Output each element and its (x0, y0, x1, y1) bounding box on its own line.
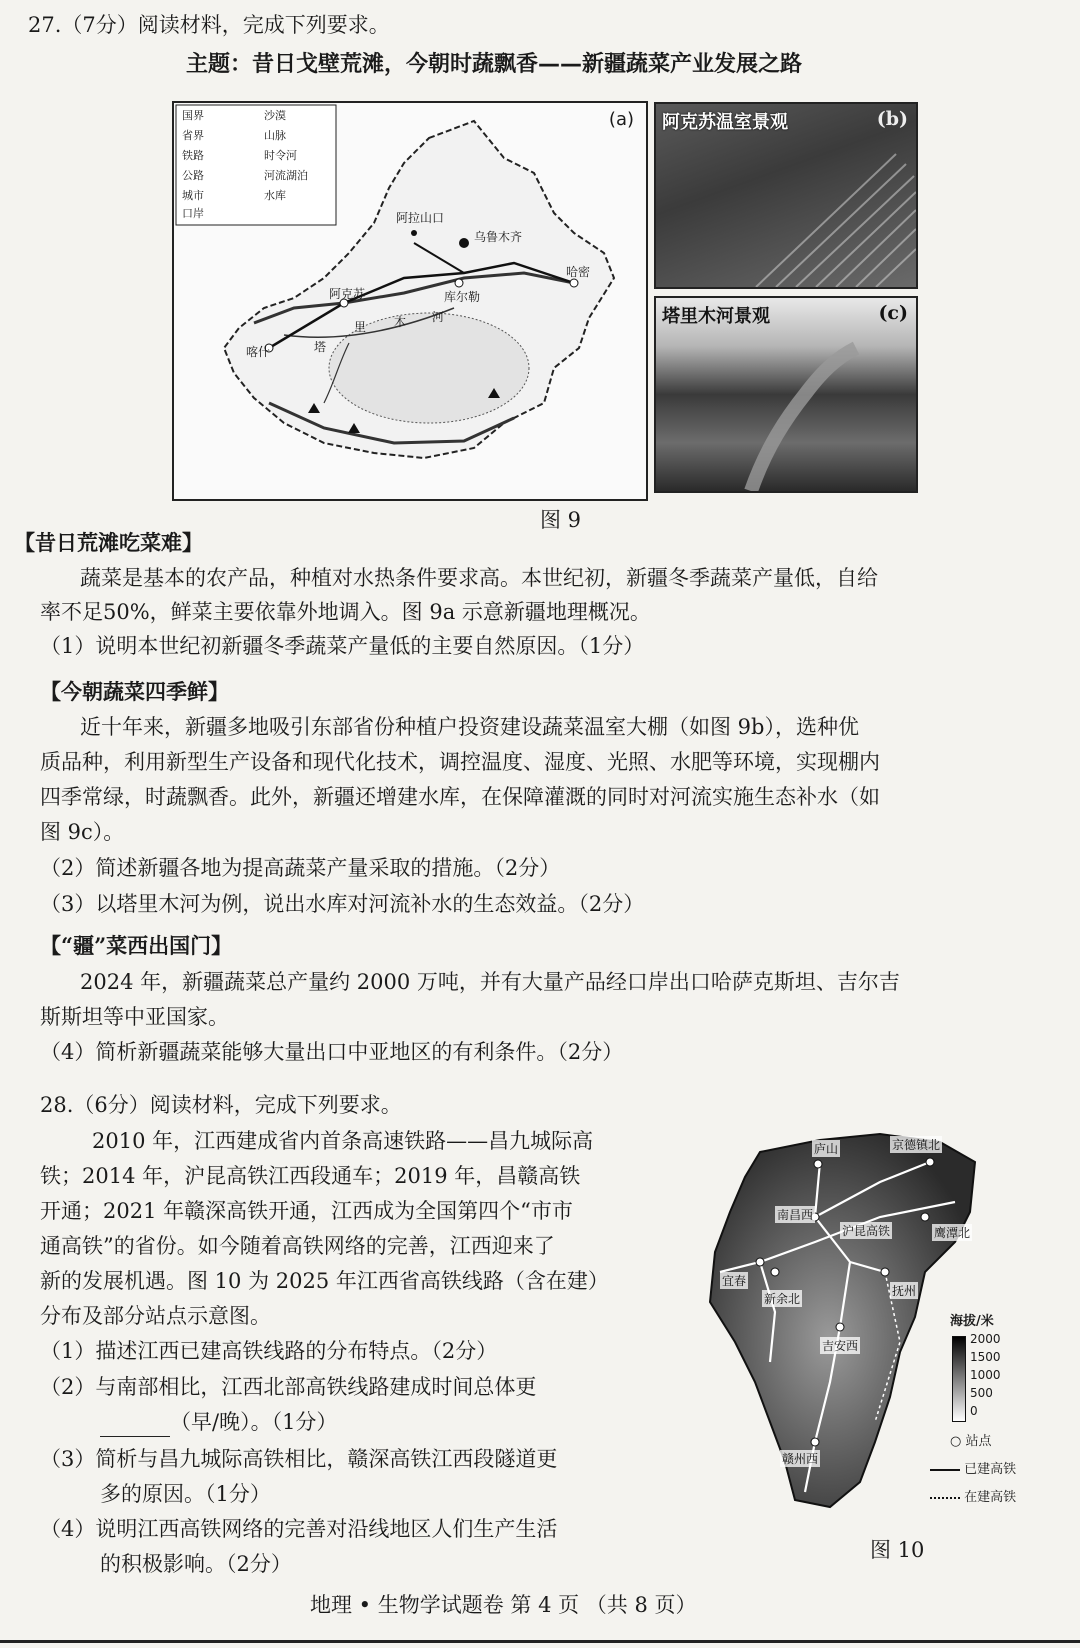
legend-built (930, 1458, 1016, 1477)
q28-para-line-3: 开通；2021 年赣深高铁开通，江西成为全国第四个“市市 (40, 1199, 573, 1223)
sec2-para-line-1: 近十年来，新疆多地吸引东部省份种植户投资建设蔬菜温室大棚（如图 9b），选种优 (80, 715, 859, 739)
legend-border: 国界 (182, 109, 204, 122)
sec1-heading: 【昔日荒滩吃菜难】 (14, 530, 203, 555)
sec3-para-line-2: 斯斯坦等中亚国家。 (40, 1005, 229, 1029)
sec2-para-line-4: 图 9c）。 (40, 820, 125, 844)
q28-3a: （3）简析与昌九城际高铁相比，赣深高铁江西段隧道更 (40, 1447, 558, 1471)
sec2-para-line-3: 四季常绿，时蔬飘香。此外，新疆还增建水库，在保障灌溉的同时对河流实施生态补水（如 (40, 785, 880, 809)
label-kashgar: 喀什 (246, 345, 271, 359)
photo-tarim-river (654, 296, 918, 493)
q28-para-line-5: 新的发展机遇。图 10 为 2025 年江西省高铁线路（含在建） (40, 1269, 609, 1293)
label-hami: 哈密 (566, 265, 591, 279)
sec1-para-line-2: 率不足50%，鲜菜主要依靠外地调入。图 9a 示意新疆地理概况。 (40, 600, 651, 624)
jx-xinyu-bei: 新余北 (764, 1292, 801, 1306)
map-a-tag: (a) (608, 109, 634, 130)
label-ta: 塔 (314, 340, 327, 354)
answer-blank[interactable] (100, 1416, 170, 1437)
built-line-icon (930, 1469, 960, 1471)
legend-mountain: 山脉 (264, 129, 286, 142)
legend-under-construction-label: 在建高铁 (964, 1490, 1017, 1505)
photo-c-tag: (c) (878, 302, 908, 324)
q27-theme: 主题：昔日戈壁荒滩，今朝时蔬飘香——新疆蔬菜产业发展之路 (186, 52, 803, 77)
elev-tick: 500 (970, 1386, 993, 1400)
elev-tick: 0 (970, 1404, 978, 1418)
q28-para-line-6: 分布及部分站点示意图。 (40, 1304, 271, 1328)
bottom-rule (0, 1640, 1080, 1643)
legend-desert: 沙漠 (264, 109, 286, 122)
label-aksu: 阿克苏 (329, 287, 366, 301)
sec2-para-line-2: 质品种，利用新型生产设备和现代化技术，调控温度、湿度、光照、水肥等环境，实现棚内 (40, 750, 880, 774)
label-alashankou: 阿拉山口 (396, 211, 445, 225)
legend-reservoir: 水库 (264, 189, 286, 202)
q28-4a: （4）说明江西高铁网络的完善对沿线地区人们生产生活 (40, 1517, 558, 1541)
elev-tick: 2000 (970, 1332, 1001, 1346)
q28-2b: （早/晚）。（1分） (170, 1410, 338, 1434)
elev-tick: 1000 (970, 1368, 1001, 1382)
photo-b-title: 阿克苏温室景观 (662, 112, 788, 133)
legend-city: 城市 (182, 189, 204, 202)
q28-header: 28.（6分）阅读材料，完成下列要求。 (40, 1093, 402, 1117)
q27-2: （2）简述新疆各地为提高蔬菜产量采取的措施。（2分） (40, 856, 561, 880)
legend-province: 省界 (182, 129, 204, 142)
jx-fuzhou: 抚州 (892, 1284, 917, 1298)
jx-ganzhou-xi: 赣州西 (782, 1452, 819, 1466)
legend-built-label: 已建高铁 (964, 1462, 1017, 1477)
q28-4b: 的积极影响。（2分） (100, 1552, 292, 1576)
label-he: 河 (432, 310, 445, 324)
jx-nanchang-xi: 南昌西 (777, 1208, 814, 1222)
jx-yichun: 宜春 (722, 1274, 747, 1288)
q28-para-line-4: 通高铁”的省份。如今随着高铁网络的完善，江西迎来了 (40, 1234, 555, 1258)
q28-2b-row (100, 1407, 337, 1437)
legend-under-construction (930, 1486, 1016, 1505)
jx-hukun-line: 沪昆高铁 (842, 1224, 891, 1238)
photo-c-title: 塔里木河景观 (662, 306, 770, 327)
q27-header: 27.（7分）阅读材料，完成下列要求。 (28, 13, 390, 37)
elevation-bar (952, 1336, 966, 1422)
legend-port: 口岸 (182, 207, 204, 220)
q28-para-line-1: 2010 年，江西建成省内首条高速铁路——昌九城际高 (92, 1129, 594, 1153)
label-mu: 木 (394, 315, 407, 329)
legend-highway: 公路 (182, 169, 204, 182)
jx-jian-xi: 吉安西 (822, 1339, 859, 1353)
elev-tick: 1500 (970, 1350, 1001, 1364)
jx-yingtan-bei: 鹰潭北 (934, 1226, 971, 1240)
photo-b-tag: (b) (876, 108, 908, 130)
station-icon: ○ (950, 1434, 962, 1449)
page-footer: 地理 • 生物学试题卷 第 4 页 （共 8 页） (310, 1593, 697, 1617)
figure-9-caption: 图 9 (540, 508, 582, 532)
sec3-para-line-1: 2024 年，新疆蔬菜总产量约 2000 万吨，并有大量产品经口岸出口哈萨克斯坦、吉尔吉 (80, 970, 900, 994)
sec2-heading: 【今朝蔬菜四季鲜】 (40, 679, 229, 704)
sec1-para-line-1: 蔬菜是基本的农产品，种植对水热条件要求高。本世纪初，新疆冬季蔬菜产量低，自给 (80, 566, 878, 590)
label-korla: 库尔勒 (444, 290, 481, 304)
q28-2a: （2）与南部相比，江西北部高铁线路建成时间总体更 (40, 1375, 537, 1399)
legend-station (950, 1430, 992, 1449)
photo-aksu-greenhouse (654, 102, 918, 289)
sec3-heading: 【“疆”菜西出国门】 (40, 933, 233, 958)
legend-station-label: 站点 (965, 1434, 992, 1449)
legend-river-lake: 河流湖泊 (264, 169, 308, 182)
q27-3: （3）以塔里木河为例，说出水库对河流补水的生态效益。（2分） (40, 892, 645, 916)
jx-jingdezhen-bei: 京德镇北 (892, 1138, 941, 1152)
q27-1: （1）说明本世纪初新疆冬季蔬菜产量低的主要自然原因。（1分） (40, 634, 645, 658)
label-urumqi: 乌鲁木齐 (474, 230, 523, 244)
elevation-ticks (970, 1330, 1001, 1420)
label-li: 里 (354, 320, 367, 334)
legend-seasonal-river: 时令河 (264, 149, 297, 162)
figure-10-caption: 图 10 (870, 1538, 925, 1562)
q28-para-line-2: 铁；2014 年，沪昆高铁江西段通车；2019 年，昌赣高铁 (40, 1164, 581, 1188)
xinjiang-map-graphic (174, 103, 646, 499)
elevation-title: 海拔/米 (950, 1314, 994, 1329)
q27-4: （4）简析新疆蔬菜能够大量出口中亚地区的有利条件。（2分） (40, 1040, 624, 1064)
dashed-line-icon (930, 1497, 960, 1499)
legend-railway: 铁路 (182, 149, 204, 162)
q28-3b: 多的原因。（1分） (100, 1482, 271, 1506)
jx-lushan: 庐山 (814, 1142, 839, 1156)
xinjiang-map (172, 101, 648, 501)
q28-1: （1）描述江西已建高铁线路的分布特点。（2分） (40, 1339, 498, 1363)
